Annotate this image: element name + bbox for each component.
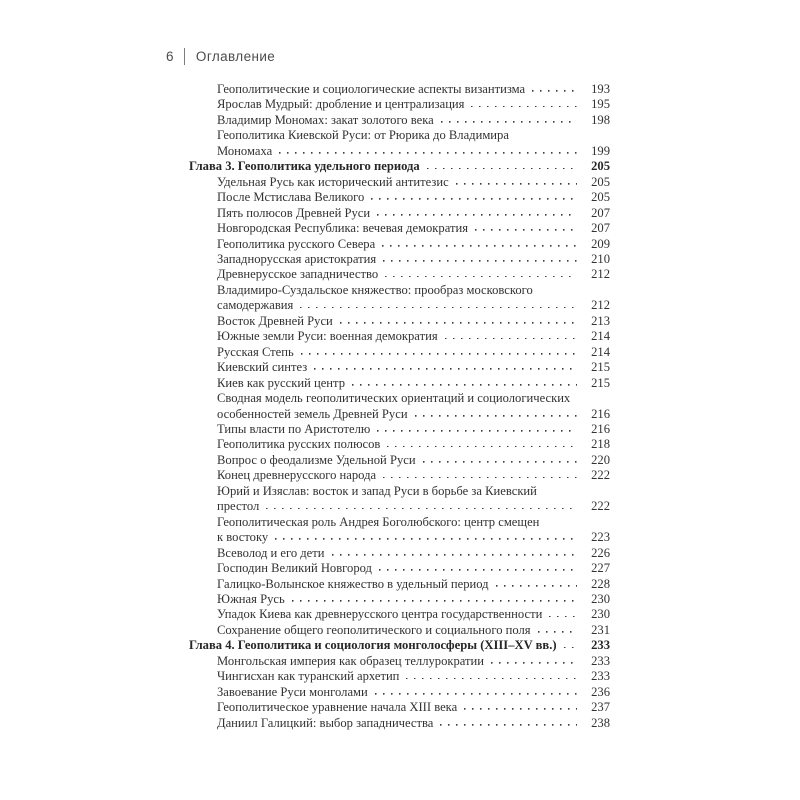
toc-entry-title: Ярослав Мудрый: дробление и централизация: [217, 97, 465, 112]
toc-entry-title: Киев как русский центр: [217, 375, 345, 390]
toc-row: [189, 685, 610, 700]
toc-page-number: 237: [591, 700, 610, 715]
toc-page-number: 216: [591, 421, 610, 436]
toc-row: [189, 437, 610, 452]
toc-row: [189, 237, 610, 252]
toc-entry-title: Западнорусская аристократия: [217, 251, 377, 266]
dot-leader: [371, 198, 577, 200]
toc-entry-title: После Мстислава Великого: [217, 190, 365, 205]
toc-page-number: 238: [591, 715, 610, 730]
toc-entry-title: Типы власти по Аристотелю: [217, 421, 371, 436]
toc-entry-title: Владимир Мономах: закат золотого века: [217, 112, 434, 127]
dot-leader: [475, 229, 577, 231]
toc-entry-title: Сводная модель геополитических ориентаций и социологических: [217, 391, 571, 406]
toc-page-number: 231: [591, 622, 610, 637]
toc-entry-title: Завоевание Руси монголами: [217, 684, 368, 699]
running-head: [166, 48, 275, 65]
toc-list: [189, 82, 610, 731]
toc-row: [189, 623, 610, 638]
toc-page-number: 222: [591, 468, 610, 483]
toc-page-number: 213: [591, 313, 610, 328]
toc-page-number: 228: [591, 576, 610, 591]
dot-leader: [441, 121, 577, 123]
dot-leader: [464, 708, 577, 710]
dot-leader: [340, 322, 577, 324]
toc-row: [189, 97, 610, 112]
toc-page-number: 220: [591, 452, 610, 467]
toc-entry-title: Геополитическое уравнение начала XIII века: [217, 700, 458, 715]
toc-page-number: 233: [591, 638, 610, 653]
toc-entry-title: Древнерусское западничество: [217, 267, 379, 282]
toc-page-number: 223: [591, 530, 610, 545]
dot-leader: [387, 445, 577, 447]
toc-entry-title: Мономаха: [217, 143, 273, 158]
toc-row: [189, 453, 610, 468]
toc-row: [189, 267, 610, 282]
dot-leader: [491, 662, 577, 664]
toc-entry-title: Галицко-Волынское княжество в удельный период: [217, 576, 489, 591]
toc-row: [189, 391, 610, 406]
dot-leader: [377, 214, 577, 216]
toc-row: [189, 654, 610, 669]
toc-row: [189, 329, 610, 344]
toc-page-number: 233: [591, 669, 610, 684]
toc-row: [189, 190, 610, 205]
toc-page-number: 195: [591, 97, 610, 112]
dot-leader: [456, 183, 577, 185]
toc-row: [189, 360, 610, 375]
toc-entry-title: Даниил Галицкий: выбор западничества: [217, 715, 434, 730]
toc-entry-title: Геополитическая роль Андрея Боголюбского: центр смещен: [217, 514, 540, 529]
toc-row: [189, 252, 610, 267]
toc-entry-title: Глава 3. Геополитика удельного периода: [189, 159, 420, 174]
toc-page-number: 193: [591, 82, 610, 96]
toc-row: [189, 128, 610, 143]
toc-entry-title: Упадок Киева как древнерусского центра государственности: [217, 607, 543, 622]
toc-entry-title: самодержавия: [217, 298, 294, 313]
dot-leader: [275, 538, 577, 540]
dot-leader: [471, 105, 577, 107]
toc-row: [189, 607, 610, 622]
toc-entry-title: Геополитика русского Севера: [217, 236, 376, 251]
toc-row: [189, 82, 610, 97]
toc-row: [189, 314, 610, 329]
toc-entry-title: Монгольская империя как образец теллурократии: [217, 653, 485, 668]
toc-page-number: 214: [591, 344, 610, 359]
toc-page-number: 236: [591, 684, 610, 699]
toc-page-number: 209: [591, 236, 610, 251]
toc-page-number: 230: [591, 591, 610, 606]
toc-row: [189, 206, 610, 221]
toc-page-number: 227: [591, 561, 610, 576]
dot-leader: [279, 152, 577, 154]
dot-leader: [423, 461, 577, 463]
toc-row: [189, 345, 610, 360]
dot-leader: [383, 476, 577, 478]
toc-page-number: 207: [591, 221, 610, 236]
toc-entry-title: Господин Великий Новгород: [217, 561, 372, 576]
toc-row: [189, 298, 610, 313]
toc-row: [189, 592, 610, 607]
dot-leader: [375, 693, 577, 695]
toc-page-number: 215: [591, 360, 610, 375]
toc-entry-title: Пять полюсов Древней Руси: [217, 205, 371, 220]
toc-row: [189, 407, 610, 422]
dot-leader: [266, 507, 577, 509]
toc-row: [189, 484, 610, 499]
toc-entry-title: Геополитические и социологические аспекты византизма: [217, 82, 526, 96]
toc-entry-title: Удельная Русь как исторический антитезис: [217, 174, 449, 189]
toc-entry-title: Сохранение общего геополитического и социального поля: [217, 622, 531, 637]
dot-leader: [379, 569, 577, 571]
toc-row: [189, 175, 610, 190]
toc-row: [189, 669, 610, 684]
toc-entry-title: Чингисхан как туранский архетип: [217, 669, 400, 684]
dot-leader: [445, 337, 577, 339]
toc-entry-title: Геополитика Киевской Руси: от Рюрика до Владимира: [217, 128, 509, 143]
toc-row: [189, 113, 610, 128]
toc-page-number: 205: [591, 190, 610, 205]
toc-entry-title: Южная Русь: [217, 591, 285, 606]
toc-row: [189, 468, 610, 483]
toc-entry-title: Всеволод и его дети: [217, 545, 325, 560]
toc-entry-title: Юрий и Изяслав: восток и запад Руси в борьбе за Киевский: [217, 483, 537, 498]
toc-page-number: 230: [591, 607, 610, 622]
toc-row: [189, 422, 610, 437]
dot-leader: [314, 368, 577, 370]
toc-entry-title: Киевский синтез: [217, 360, 308, 375]
toc-row: [189, 283, 610, 298]
toc-row: [189, 221, 610, 236]
dot-leader: [292, 600, 577, 602]
toc-page-number: 212: [591, 267, 610, 282]
toc-entry-title: Владимиро-Суздальское княжество: прообраз московского: [217, 282, 533, 297]
dot-leader: [332, 554, 577, 556]
toc-page-number: 212: [591, 298, 610, 313]
dot-leader: [352, 384, 577, 386]
toc-row: [189, 530, 610, 545]
dot-leader: [532, 90, 577, 92]
toc-entry-title: особенностей земель Древней Руси: [217, 406, 408, 421]
dot-leader: [300, 306, 577, 308]
dot-leader: [385, 275, 577, 277]
toc-row: [189, 499, 610, 514]
toc-entry-title: Геополитика русских полюсов: [217, 437, 381, 452]
toc-row: [189, 716, 610, 731]
toc-page-number: 205: [591, 174, 610, 189]
dot-leader: [427, 167, 577, 169]
toc-row: [189, 515, 610, 530]
toc-row: [189, 144, 610, 159]
toc-page-number: 199: [591, 143, 610, 158]
toc-page-number: 218: [591, 437, 610, 452]
toc-page-number: 207: [591, 205, 610, 220]
dot-leader: [382, 245, 577, 247]
toc-page-number: 214: [591, 329, 610, 344]
toc-row: [189, 577, 610, 592]
dot-leader: [564, 646, 577, 648]
toc-page-number: 233: [591, 653, 610, 668]
toc-chapter-row: [189, 159, 610, 174]
toc-entry-title: Восток Древней Руси: [217, 313, 333, 328]
dot-leader: [549, 615, 577, 617]
toc-entry-title: Русская Степь: [217, 344, 294, 359]
toc-entry-title: Южные земли Руси: военная демократия: [217, 329, 438, 344]
toc-row: [189, 376, 610, 391]
dot-leader: [496, 585, 577, 587]
dot-leader: [440, 724, 577, 726]
toc-entry-title: престол: [217, 499, 260, 514]
toc-page-number: 198: [591, 112, 610, 127]
toc-page-number: 215: [591, 375, 610, 390]
toc-row: [189, 561, 610, 576]
toc-row: [189, 700, 610, 715]
toc-entry-title: Новгородская Республика: вечевая демократия: [217, 221, 469, 236]
folio-page-number: 6: [166, 49, 174, 64]
dot-leader: [406, 677, 577, 679]
toc-entry-title: к востоку: [217, 530, 269, 545]
dot-leader: [383, 260, 577, 262]
toc-entry-title: Глава 4. Геополитика и социология монголосферы (XIII–XV вв.): [189, 638, 557, 653]
toc-chapter-row: [189, 638, 610, 653]
dot-leader: [415, 415, 577, 417]
running-head-title: Оглавление: [195, 49, 276, 64]
toc-page-number: 222: [591, 499, 610, 514]
toc-page-number: 210: [591, 251, 610, 266]
dot-leader: [377, 430, 577, 432]
toc-row: [189, 546, 610, 561]
dot-leader: [301, 353, 577, 355]
toc-entry-title: Вопрос о феодализме Удельной Руси: [217, 452, 416, 467]
toc-page-number: 216: [591, 406, 610, 421]
toc-page-number: 205: [591, 159, 610, 174]
toc-entry-title: Конец древнерусского народа: [217, 468, 377, 483]
dot-leader: [538, 631, 577, 633]
running-head-divider: [184, 48, 185, 65]
toc-page-number: 226: [591, 545, 610, 560]
